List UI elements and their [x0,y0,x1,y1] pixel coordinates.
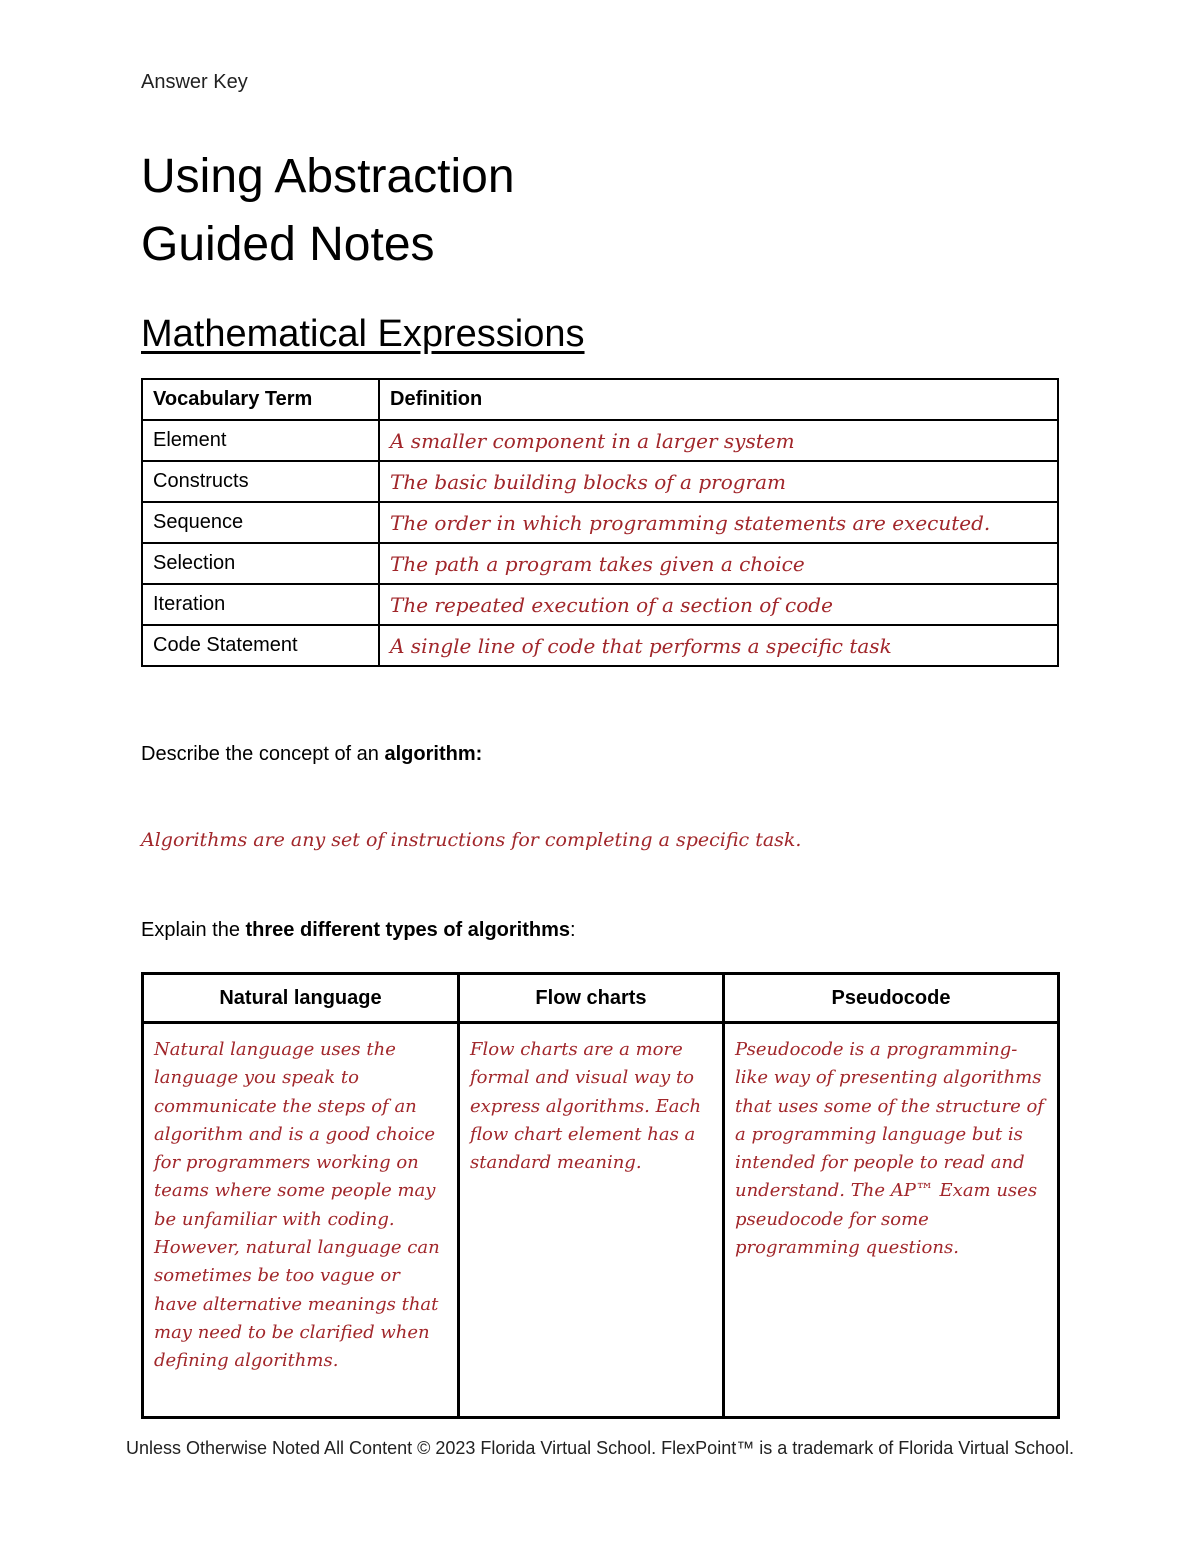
section-heading: Mathematical Expressions [141,313,585,355]
title-line-1: Using Abstraction [141,150,515,203]
pseudocode-header: Pseudocode [724,974,1059,1023]
term-cell: Constructs [142,461,379,502]
algorithm-answer: Algorithms are any set of instructions for completing a specific task. [141,829,802,851]
natural-language-header: Natural language [143,974,459,1023]
term-cell: Element [142,420,379,461]
types-prompt [141,919,576,942]
definition-cell: The order in which programming statements are executed. [379,502,1058,543]
flow-charts-header: Flow charts [459,974,724,1023]
types-prompt-prefix: Explain the [141,919,246,941]
algorithm-types-table [141,972,1060,1419]
pseudocode-cell [724,1023,1059,1418]
pseudocode-answer: Pseudocode is a programming-like way of presenting algorithms that uses some of the structure of a programming language but is intended for people to read and understand. The AP™ Exam uses pseudocode for some programming questions. [735,1039,1044,1259]
natural-language-answer: Natural language uses the language you speak to communicate the steps of an algorithm and is a good choice for programmers working on teams where some people may be unfamiliar with coding. However, natural language can sometimes be too vague or have alternative meanings that may need to be clarified when defining algorithms. [154,1039,440,1372]
algorithm-prompt [141,743,482,766]
table-row [142,625,1058,666]
page-title [141,143,515,279]
table-row [142,420,1058,461]
definition-header: Definition [379,379,1058,420]
definition-cell: The basic building blocks of a program [379,461,1058,502]
types-header-row [143,974,1059,1023]
table-row [142,461,1058,502]
vocabulary-term-header: Vocabulary Term [142,379,379,420]
term-cell: Sequence [142,502,379,543]
types-prompt-suffix: : [570,919,576,941]
term-cell: Code Statement [142,625,379,666]
answer-key-label: Answer Key [141,71,248,93]
flow-charts-answer: Flow charts are a more formal and visual way to express algorithms. Each flow chart element has a standard meaning. [470,1039,702,1174]
title-line-2: Guided Notes [141,218,435,271]
table-row [142,584,1058,625]
flow-charts-cell [459,1023,724,1418]
vocabulary-table [141,378,1059,667]
types-answer-row [143,1023,1059,1418]
table-row [142,502,1058,543]
definition-cell: A smaller component in a larger system [379,420,1058,461]
copyright-footer: Unless Otherwise Noted All Content © 2023 Florida Virtual School. FlexPoint™ is a trademark of Florida Virtual School. [125,1438,1075,1458]
table-row [142,543,1058,584]
algorithm-prompt-prefix: Describe the concept of an [141,743,385,765]
types-prompt-bold: three different types of algorithms [245,919,571,941]
term-cell: Selection [142,543,379,584]
algorithm-prompt-bold: algorithm: [384,743,483,765]
vocabulary-header-row [142,379,1058,420]
term-cell: Iteration [142,584,379,625]
definition-cell: A single line of code that performs a specific task [379,625,1058,666]
definition-cell: The repeated execution of a section of code [379,584,1058,625]
natural-language-cell [143,1023,459,1418]
definition-cell: The path a program takes given a choice [379,543,1058,584]
